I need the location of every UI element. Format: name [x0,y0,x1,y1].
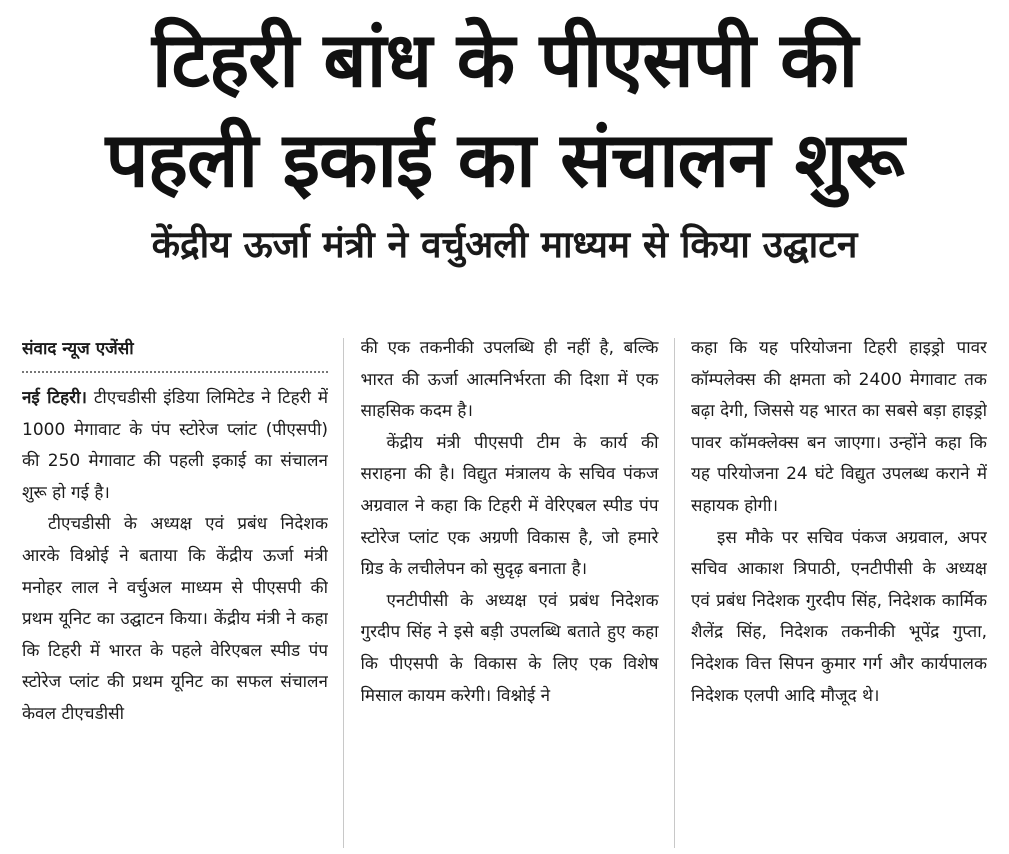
paragraph [22,383,328,509]
paragraph: केंद्रीय मंत्री पीएसपी टीम के कार्य की सराहना की है। विद्युत मंत्रालय के सचिव पंकज अग्रवाल ने कहा कि टिहरी में वेरिएबल स्पीड पंप स्टोरेज प्लांट एक अग्रणी विकास है, जो हमारे ग्रिड के लचीलेपन को सुदृढ़ बनाता है। [360,432,659,580]
paragraph: इस मौके पर सचिव पंकज अग्रवाल, अपर सचिव आकाश त्रिपाठी, एनटीपीसी के अध्यक्ष एवं प्रबंध निदेशक गुरदीप सिंह, निदेशक कार्मिक शैलेंद्र सिंह, निदेशक तकनीकी भूपेंद्र गुप्ता, निदेशक वित्त सिपन कुमार गर्ग और कार्यपालक निदेशक एलपी आदि मौजूद थे। [691,527,987,706]
dateline: नई टिहरी। [22,388,87,408]
paragraph: टीएचडीसी के अध्यक्ष एवं प्रबंध निदेशक आरके विश्नोई ने बताया कि केंद्रीय ऊर्जा मंत्री मनोहर लाल ने वर्चुअल माध्यम से पीएसपी की प्रथम यूनिट का उद्घाटन किया। केंद्रीय मंत्री ने कहा कि टिहरी में भारत के पहले वेरिएबल स्पीड पंप स्टोरेज प्लांट की प्रथम यूनिट का सफल संचालन केवल टीएचडीसी [22,514,328,724]
paragraph: कहा कि यह परियोजना टिहरी हाइड्रो पावर कॉम्पलेक्स की क्षमता को 2400 मेगावाट तक बढ़ा देगी, जिससे यह भारत का सबसे बड़ा हाइड्रो पावर कॉमक्लेक्स बन जाएगा। उन्होंने कहा कि यह परियोजना 24 घंटे विद्युत उपलब्ध कराने में सहायक होगी। [691,338,987,516]
paragraph: की एक तकनीकी उपलब्धि ही नहीं है, बल्कि भारत की ऊर्जा आत्मनिर्भरता की दिशा में एक साहसिक कदम है। [360,338,659,422]
paragraph-text: टीएचडीसी इंडिया लिमिटेड ने टिहरी में 1000 मेगावाट के पंप स्टोरेज प्लांट (पीएसपी) की 250 मेगावाट की पहली इकाई का संचालन शुरू हो गई है। [22,388,328,503]
byline: संवाद न्यूज एजेंसी [22,333,328,373]
article-column-2 [361,333,659,854]
headline-line-1: टिहरी बांध के पीएसपी की [151,15,858,104]
article-body [22,333,987,854]
subheadline: केंद्रीय ऊर्जा मंत्री ने वर्चुअली माध्यम से किया उद्घाटन [151,223,858,266]
headline-line-2: पहली इकाई का संचालन शुरू [105,115,904,204]
article-column-1 [22,333,328,854]
article-column-3 [691,333,987,854]
paragraph: एनटीपीसी के अध्यक्ष एवं प्रबंध निदेशक गुरदीप सिंह ने इसे बड़ी उपलब्धि बताते हुए कहा कि पीएसपी के विकास के लिए एक विशेष मिसाल कायम करेगी। विश्नोई ने [360,590,659,706]
